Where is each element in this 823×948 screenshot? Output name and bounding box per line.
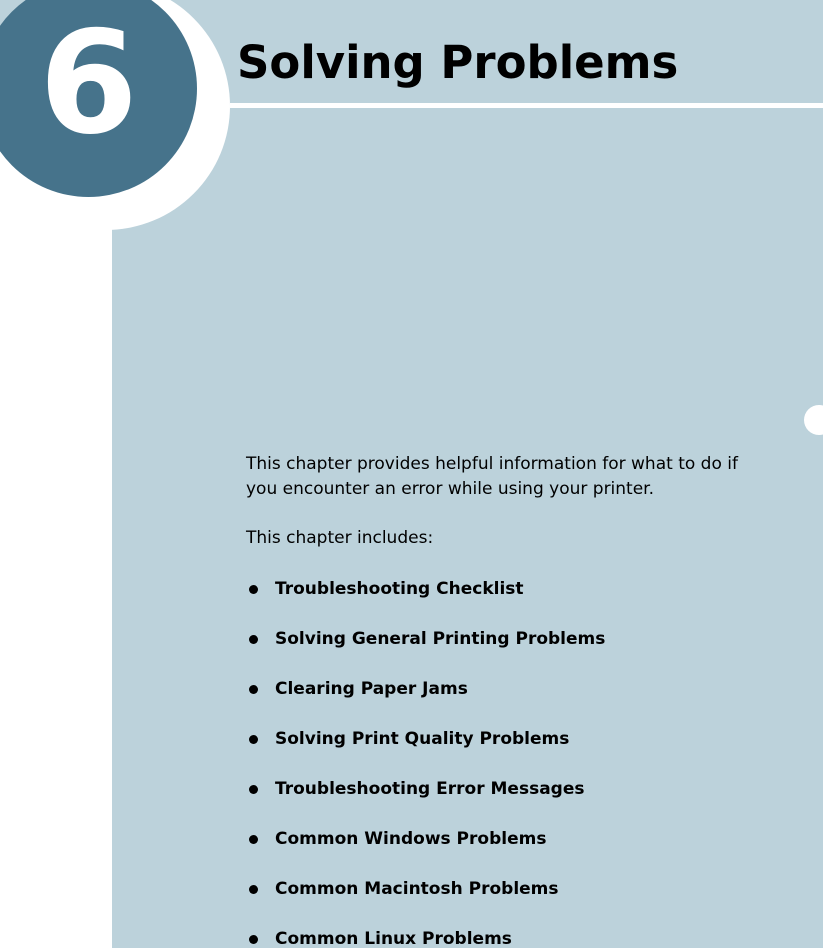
includes-label: This chapter includes: [246, 528, 434, 548]
bullet-icon [249, 735, 258, 744]
topic-label: Troubleshooting Error Messages [275, 779, 585, 799]
chapter-badge [0, 0, 197, 197]
topic-item-paper-jams [246, 677, 605, 727]
chapter-title: Solving Problems [237, 36, 679, 89]
topic-item-troubleshooting-checklist [246, 577, 605, 627]
intro-line-2: you encounter an error while using your printer. [246, 479, 655, 499]
bullet-icon [249, 685, 258, 694]
intro-paragraph [246, 452, 823, 502]
chapter-number: 6 [39, 0, 138, 166]
topic-item-linux [246, 927, 605, 948]
topic-label: Solving General Printing Problems [275, 629, 606, 649]
topic-label: Common Windows Problems [275, 829, 547, 849]
topic-label: Solving Print Quality Problems [275, 729, 570, 749]
topic-item-general-printing [246, 627, 605, 677]
topic-item-print-quality [246, 727, 605, 777]
topic-item-windows [246, 827, 605, 877]
topic-item-error-messages [246, 777, 605, 827]
chapter-content [246, 452, 823, 948]
topic-label: Clearing Paper Jams [275, 679, 468, 699]
bullet-icon [249, 935, 258, 944]
topic-label: Troubleshooting Checklist [275, 579, 524, 599]
bullet-icon [249, 885, 258, 894]
bullet-icon [249, 785, 258, 794]
topic-item-macintosh [246, 877, 605, 927]
chapter-topic-list [246, 577, 605, 948]
intro-line-1: This chapter provides helpful information for what to do if [246, 454, 738, 474]
bullet-icon [249, 585, 258, 594]
topic-label: Common Linux Problems [275, 929, 512, 948]
header-divider [230, 103, 823, 108]
topic-label: Common Macintosh Problems [275, 879, 559, 899]
bullet-icon [249, 835, 258, 844]
bullet-icon [249, 635, 258, 644]
